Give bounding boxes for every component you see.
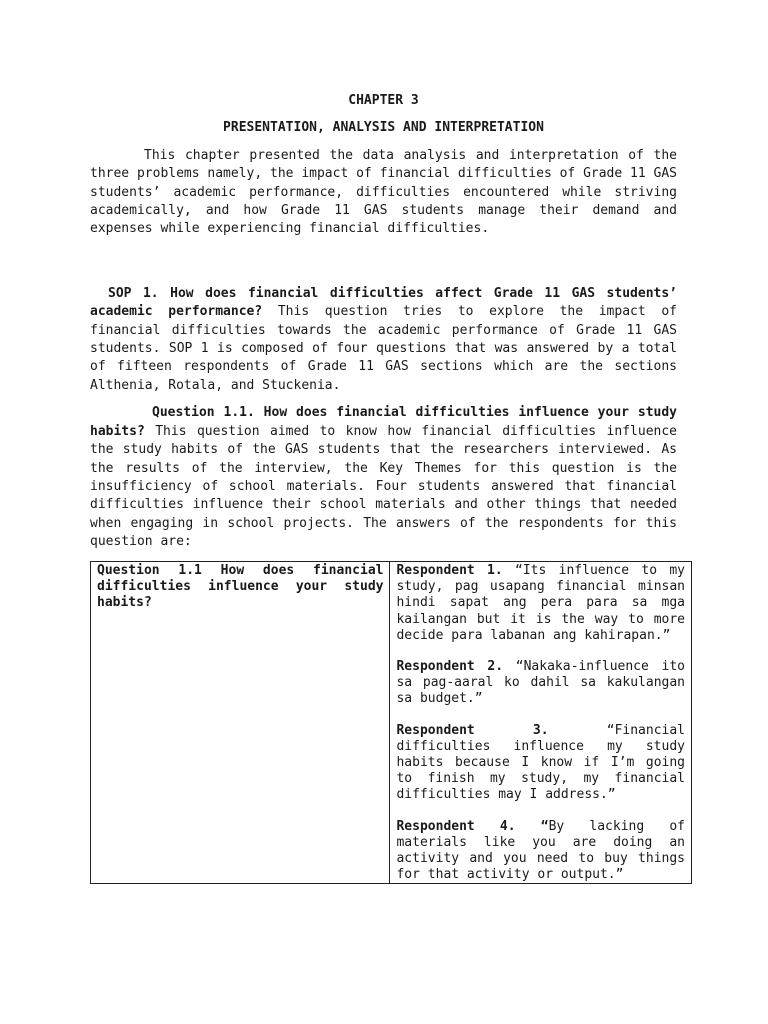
respondent-label: Respondent 2. (396, 659, 504, 675)
respondent-text: By lacking of materials like you are doing an activity and you need to buy things for that activity or output.” (396, 818, 686, 883)
respondent-3-answer (396, 723, 685, 804)
respondent-text: “Financial difficulties influence my study habits because I know if I’m going to finish my study, my financial difficulties may I address.” (396, 722, 686, 803)
sop1-paragraph (90, 285, 677, 395)
respondent-4-answer (396, 819, 685, 884)
question-1-1-paragraph (90, 404, 701, 551)
sop1-body: This question tries to explore the impact of financial difficulties towards the academic performance of Grade 11 GAS students. SOP 1 is composed of four questions that was answered by a total of fifteen respondents of Grade 11 GAS sections which are the sections Althenia, Rotala, and Stuckenia. (90, 304, 677, 393)
document-page (90, 92, 701, 552)
respondent-label: Respondent 3. (396, 722, 549, 738)
respondent-label: Respondent 1. (396, 563, 503, 578)
question-1-1-body: This question aimed to know how financial difficulties influence the study habits of the GAS students that the researchers interviewed. As the results of the interview, the Key Themes for this question is the insufficiency of school materials. Four students answered that financial difficulties influence their school materials and other things that needed when engaging in school projects. The answers of the respondents for this question are: (90, 423, 677, 550)
chapter-heading: CHAPTER 3 (348, 93, 419, 108)
question-cell: Question 1.1 How does financial difficulties influence your study habits? (91, 562, 390, 884)
sop1-heading: SOP 1. How does financial difficulties affect Grade 11 GAS students’ academic performance? (90, 285, 677, 320)
section-title: PRESENTATION, ANALYSIS AND INTERPRETATION (223, 120, 544, 136)
respondent-1-answer (396, 563, 685, 644)
respondent-label: Respondent 4. “ (396, 818, 549, 834)
intro-paragraph: This chapter presented the data analysis and interpretation of the three problems namely, the impact of financial difficulties of Grade 11 GAS students’ academic performance, difficulties encountered while striving academically, and how Grade 11 GAS students manage their demand and expenses while experiencing financial difficulties. (90, 147, 677, 237)
respondent-text: “Nakaka-influence ito sa pag-aaral ko dahil sa kakulangan sa budget.” (396, 659, 685, 707)
responses-cell (390, 562, 692, 884)
question-1-1-heading: Question 1.1. How does financial difficulties influence your study habits? (90, 405, 701, 439)
respondent-text: “Its influence to my study, pag usapang financial minsan hindi sapat ang pera para sa mga kailangan but it is the way to more decide para labanan ang kahirapan.” (396, 563, 685, 643)
table-row (91, 562, 692, 884)
respondent-2-answer (396, 659, 685, 708)
responses-table (90, 561, 692, 884)
